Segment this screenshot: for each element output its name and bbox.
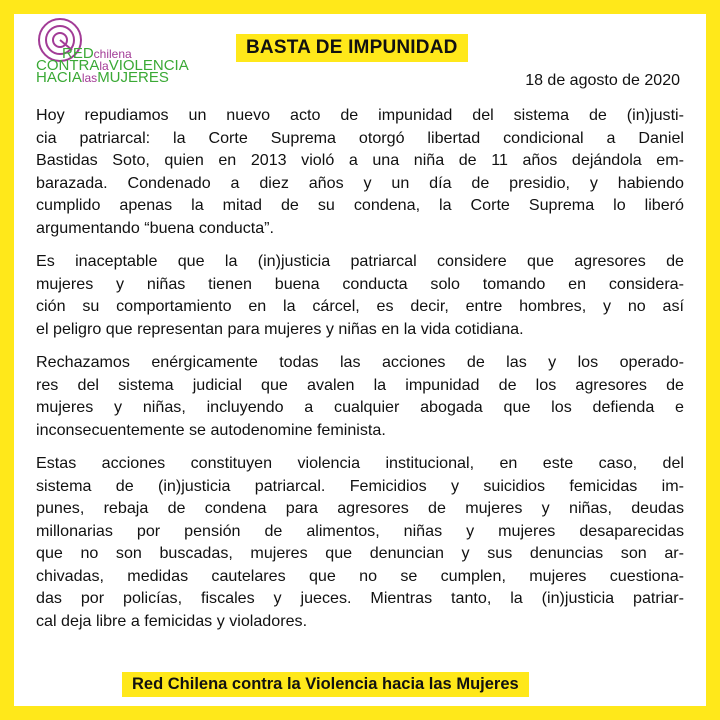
paragraph — [36, 452, 684, 632]
text-line: punes, rebaja de condena para agresores de mujeres y niñas, deudas — [36, 499, 684, 517]
paragraph — [36, 104, 684, 239]
logo-wordmark — [36, 45, 189, 86]
text-line: das por policías, fiscales y jueces. Mientras tanto, la (in)justicia patriar- — [36, 589, 684, 607]
organization-logo — [32, 16, 222, 96]
text-line: Hoy repudiamos un nuevo acto de impunidad del sistema de (in)justi- — [36, 106, 684, 124]
text-line: Estas acciones constituyen violencia institucional, en este caso, del — [36, 454, 684, 472]
logo-word: chilena — [93, 47, 132, 61]
signature-banner: Red Chilena contra la Violencia hacia las Mujeres — [122, 672, 529, 697]
text-line: Rechazamos enérgicamente todas las acciones de las y los operado- — [36, 353, 684, 371]
page-title: BASTA DE IMPUNIDAD — [236, 34, 468, 62]
statement-card — [14, 14, 706, 706]
text-line: chivadas, medidas cautelares que no se cumplen, mujeres cuestiona- — [36, 566, 684, 585]
text-line: res del sistema judicial que avalen la impunidad de los agresores de — [36, 375, 684, 394]
text-line: cal deja libre a femicidas y violadores. — [36, 611, 308, 630]
logo-word: RED — [62, 45, 94, 62]
logo-word: VIOLENCIA — [108, 57, 189, 74]
text-line: sistema de (in)justicia patriarcal. Femicidios y suicidios femicidas im- — [36, 476, 684, 495]
text-line: el peligro que representan para mujeres y niñas en la vida cotidiana. — [36, 319, 524, 338]
statement-body — [36, 104, 684, 643]
text-line: cia patriarcal: la Corte Suprema otorgó libertad condicional a Daniel — [36, 128, 684, 147]
paragraph — [36, 351, 684, 441]
logo-word: la — [99, 59, 109, 73]
text-line: mujeres y niñas tienen buena conducta solo tomando en considera- — [36, 274, 684, 293]
logo-word: HACIA — [36, 69, 82, 86]
text-line: que no son buscadas, mujeres que denuncian y sus denuncias son ar- — [36, 544, 684, 562]
text-line: ción su comportamiento en la cárcel, es decir, entre hombres, y no así — [36, 297, 684, 315]
logo-word: las — [81, 71, 98, 85]
logo-word: MUJERES — [97, 69, 169, 86]
text-line: argumentando “buena conducta”. — [36, 218, 274, 237]
statement-date: 18 de agosto de 2020 — [525, 72, 680, 89]
logo-word: CONTRA — [36, 57, 100, 74]
text-line: cumplido apenas la mitad de su condena, la Corte Suprema lo liberó — [36, 196, 684, 214]
text-line: barazada. Condenado a diez años y un día de presidio, y habiendo — [36, 173, 684, 192]
text-line: millonarias por pensión de alimentos, niñas y mujeres desaparecidas — [36, 521, 684, 540]
paragraph — [36, 250, 684, 340]
text-line: mujeres y niñas, incluyendo a cualquier abogada que los defienda e — [36, 398, 684, 416]
text-line: Es inaceptable que la (in)justicia patriarcal considere que agresores de — [36, 252, 684, 270]
text-line: Bastidas Soto, quien en 2013 violó a una niña de 11 años dejándola em- — [36, 151, 684, 169]
text-line: inconsecuentemente se autodenomine feminista. — [36, 420, 386, 439]
